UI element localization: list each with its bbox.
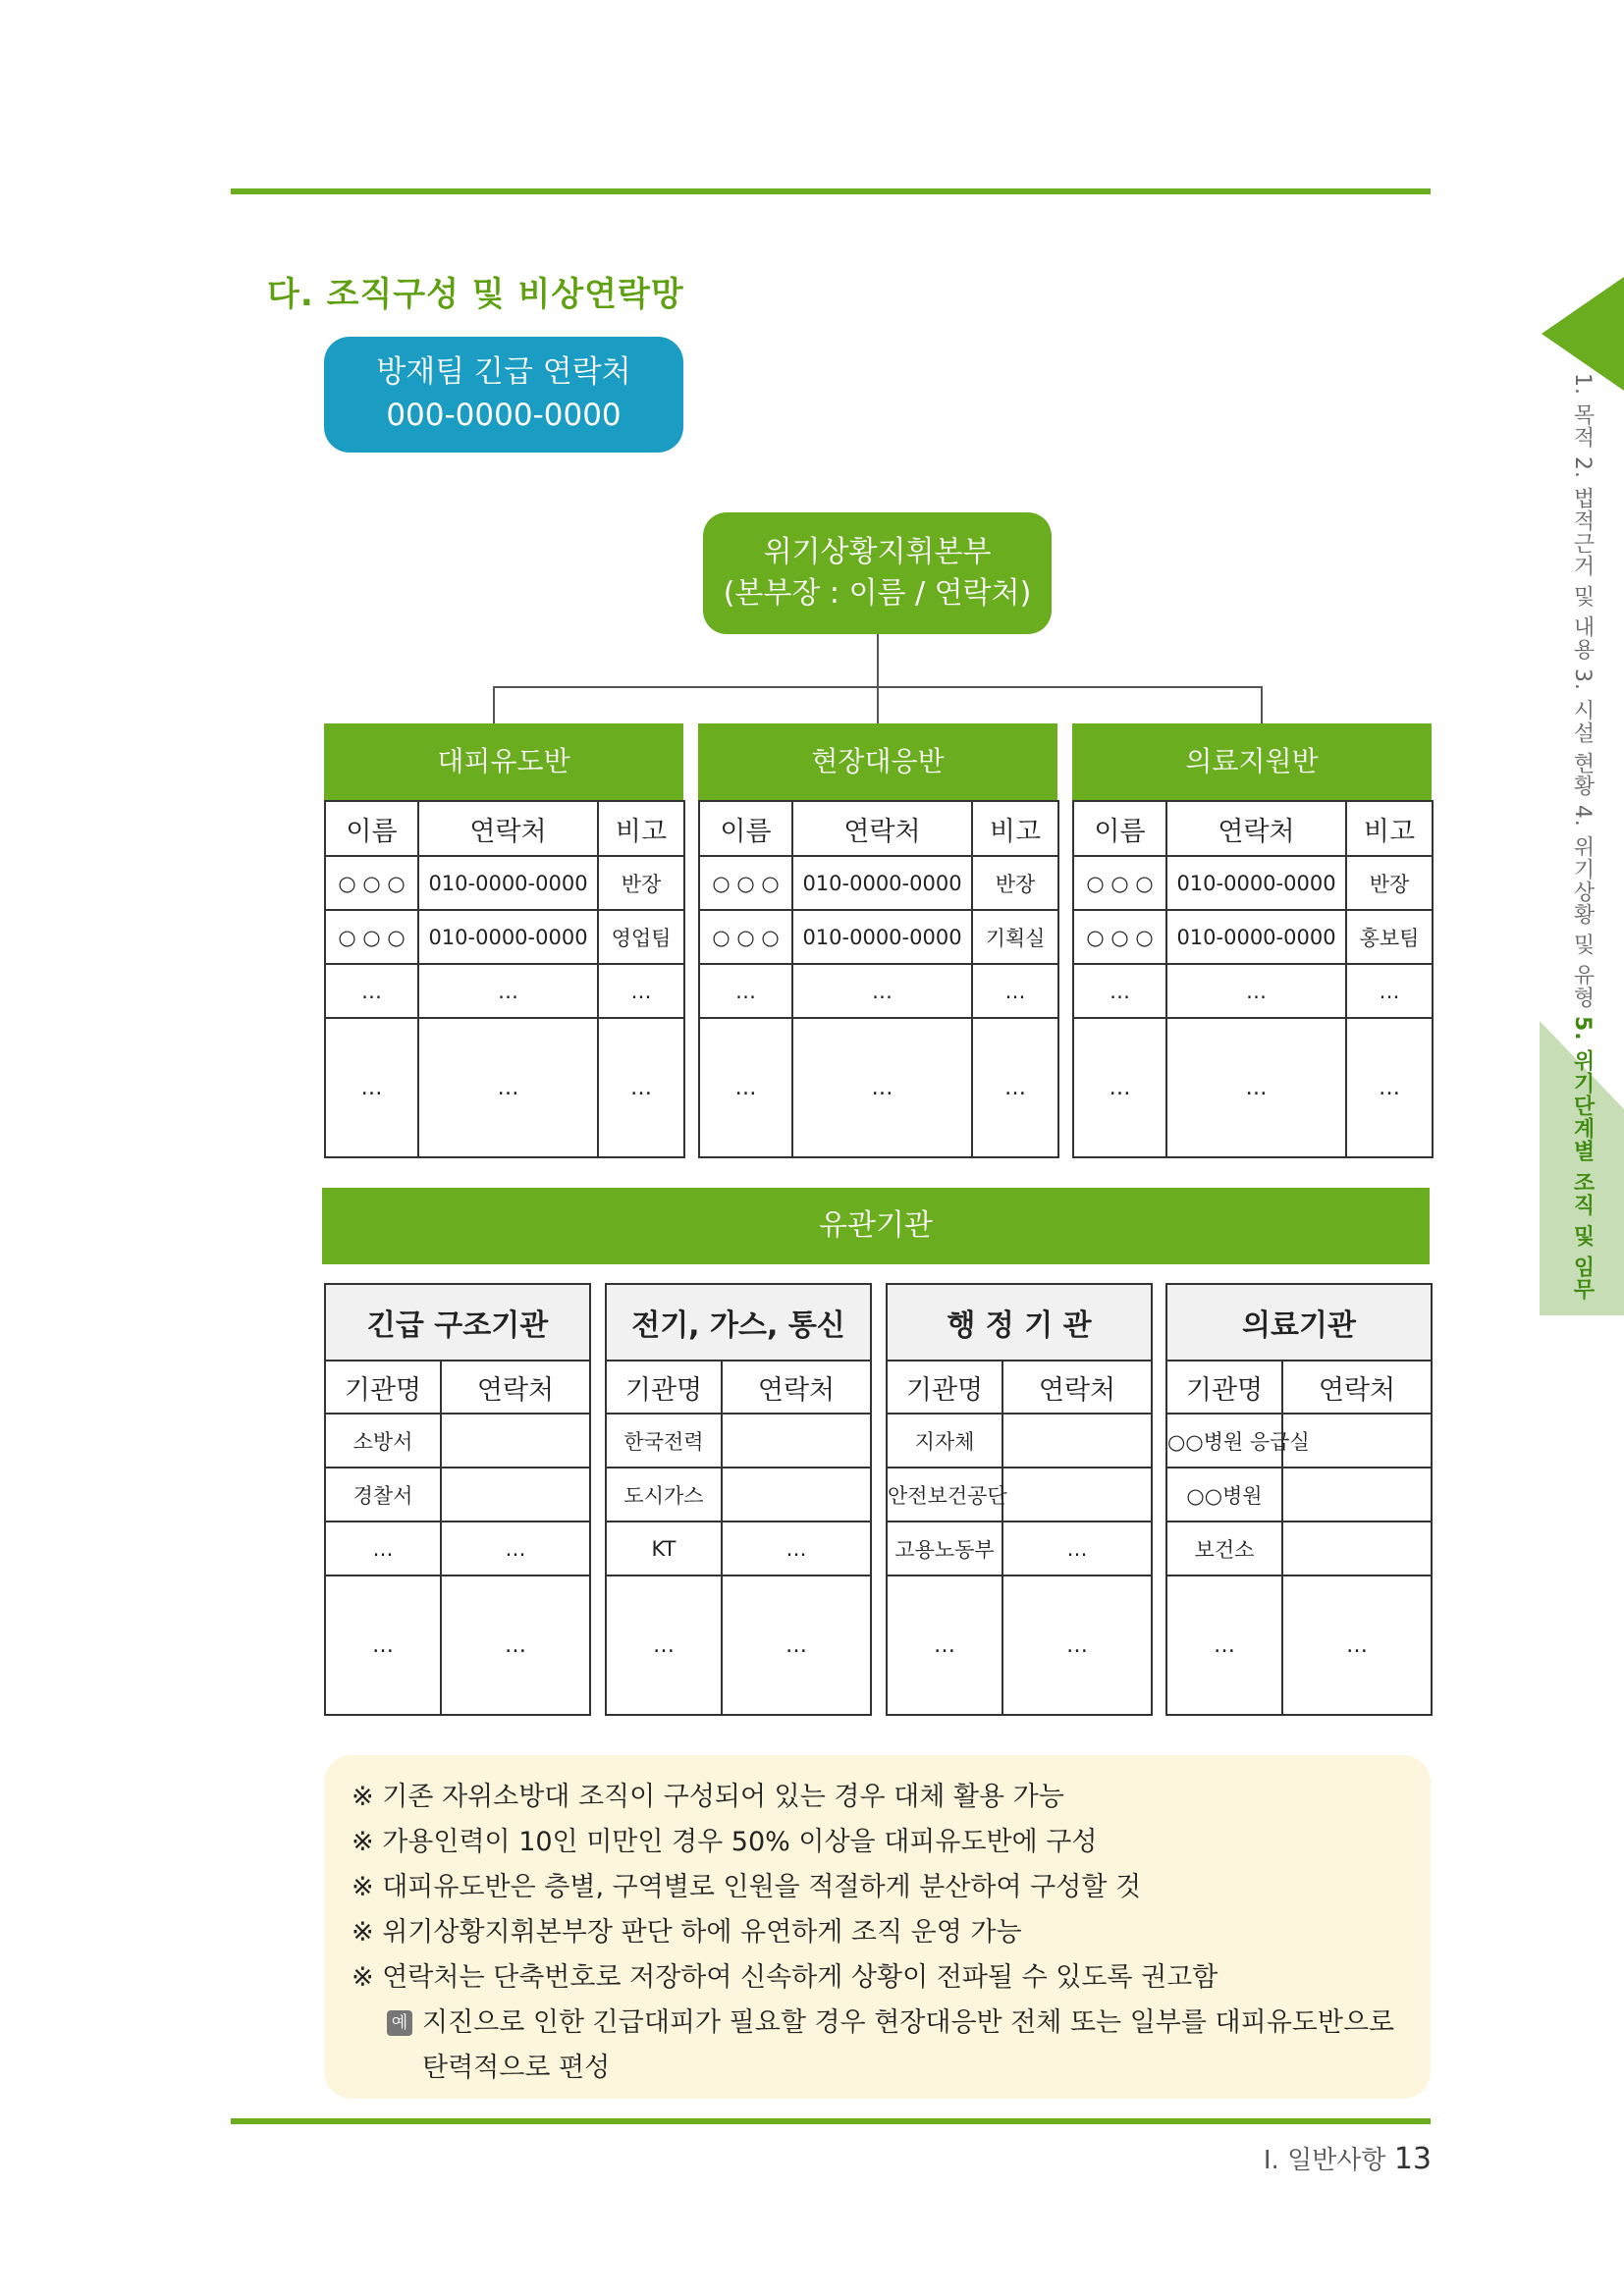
col-header-org-contact: 연락처 [1282, 1361, 1432, 1414]
table-cell: … [325, 1018, 418, 1157]
table-cell [1282, 1468, 1432, 1522]
table-cell: … [887, 1575, 1002, 1715]
col-header-org-contact: 연락처 [722, 1361, 871, 1414]
table-row [1073, 856, 1433, 910]
table-cell: … [792, 964, 972, 1018]
col-header-org-name: 기관명 [606, 1361, 722, 1414]
org-grid [605, 1283, 872, 1716]
section-title: 다. 조직구성 및 비상연락망 [267, 275, 684, 314]
connector-left [493, 686, 495, 723]
col-header-org-name: 기관명 [887, 1361, 1002, 1414]
table-cell: … [418, 964, 598, 1018]
table-cell: … [325, 1575, 441, 1715]
table-cell: … [606, 1575, 722, 1715]
table-cell: 안전보건공단 [887, 1468, 1002, 1522]
col-header-org-contact: 연락처 [441, 1361, 590, 1414]
table-cell: … [598, 964, 684, 1018]
table-cell: 반장 [972, 856, 1058, 910]
team-title: 의료지원반 [1072, 723, 1432, 800]
table-cell: … [722, 1522, 871, 1575]
table-cell: … [325, 964, 418, 1018]
col-header-note: 비고 [1346, 801, 1433, 856]
team-table [1072, 723, 1432, 1158]
table-cell: KT [606, 1522, 722, 1575]
note-4: ※ 위기상황지휘본부장 판단 하에 유연하게 조직 운영 가능 [352, 1917, 1022, 1948]
table-row [1166, 1522, 1432, 1575]
table-row [1166, 1575, 1432, 1715]
table-row [606, 1522, 871, 1575]
table-cell [441, 1468, 590, 1522]
table-cell: … [1166, 1575, 1282, 1715]
table-row [1073, 964, 1433, 1018]
table-cell [1002, 1414, 1152, 1468]
table-row [325, 1414, 590, 1468]
table-row [887, 1522, 1152, 1575]
org-table [324, 1283, 589, 1716]
table-row [325, 1575, 590, 1715]
table-cell: 010-0000-0000 [792, 910, 972, 964]
table-cell [441, 1414, 590, 1468]
table-cell: … [441, 1522, 590, 1575]
team-grid [324, 800, 685, 1158]
note-2: ※ 가용인력이 10인 미만인 경우 50% 이상을 대피유도반에 구성 [352, 1827, 1098, 1857]
table-cell: 소방서 [325, 1414, 441, 1468]
table-cell: 도시가스 [606, 1468, 722, 1522]
table-row [887, 1575, 1152, 1715]
org-category-title: 긴급 구조기관 [325, 1284, 590, 1361]
team-grid [1072, 800, 1434, 1158]
table-cell: … [792, 1018, 972, 1157]
table-row [699, 964, 1058, 1018]
table-row [325, 856, 684, 910]
org-grid [886, 1283, 1153, 1716]
table-cell: ○ ○ ○ [1073, 910, 1166, 964]
table-cell: 홍보팀 [1346, 910, 1433, 964]
connector-right [1261, 686, 1263, 723]
table-cell: ○ ○ ○ [325, 910, 418, 964]
table-cell: ○ ○ ○ [699, 910, 792, 964]
table-cell: ○ ○ ○ [699, 856, 792, 910]
table-cell [722, 1414, 871, 1468]
table-cell: … [325, 1522, 441, 1575]
table-cell [1282, 1522, 1432, 1575]
example-text: 지진으로 인한 긴급대피가 필요할 경우 현장대응반 전체 또는 일부를 대피유도반으로 탄력적으로 편성 [422, 2007, 1395, 2083]
table-cell: … [441, 1575, 590, 1715]
table-row [1073, 1018, 1433, 1157]
page-number: 13 [1393, 2142, 1432, 2176]
col-header-name: 이름 [1073, 801, 1166, 856]
table-row [606, 1468, 871, 1522]
col-header-name: 이름 [325, 801, 418, 856]
col-header-org-name: 기관명 [1166, 1361, 1282, 1414]
col-header-org-name: 기관명 [325, 1361, 441, 1414]
table-cell: … [1346, 1018, 1433, 1157]
table-cell: 010-0000-0000 [792, 856, 972, 910]
table-row [887, 1414, 1152, 1468]
note-3: ※ 대피유도반은 층별, 구역별로 인원을 적절하게 분산하여 구성할 것 [352, 1872, 1142, 1902]
table-cell: 반장 [1346, 856, 1433, 910]
table-cell [722, 1468, 871, 1522]
command-hq-box [703, 512, 1052, 634]
table-cell: 보건소 [1166, 1522, 1282, 1575]
table-cell: 경찰서 [325, 1468, 441, 1522]
team-title: 대피유도반 [324, 723, 683, 800]
org-grid [324, 1283, 591, 1716]
table-row [325, 1522, 590, 1575]
table-cell: 영업팀 [598, 910, 684, 964]
bottom-rule [231, 2118, 1431, 2124]
table-cell: 지자체 [887, 1414, 1002, 1468]
table-row [325, 964, 684, 1018]
table-cell: … [598, 1018, 684, 1157]
table-cell: 고용노동부 [887, 1522, 1002, 1575]
table-cell: … [1346, 964, 1433, 1018]
table-cell: … [1073, 964, 1166, 1018]
table-cell: … [972, 964, 1058, 1018]
team-table [698, 723, 1057, 1158]
table-row [1073, 910, 1433, 964]
table-cell: … [1073, 1018, 1166, 1157]
col-header-contact: 연락처 [1166, 801, 1346, 856]
note-1: ※ 기존 자위소방대 조직이 구성되어 있는 경우 대체 활용 가능 [352, 1782, 1064, 1812]
team-table [324, 723, 683, 1158]
table-cell: … [972, 1018, 1058, 1157]
example-badge: 예 [387, 2010, 412, 2036]
hq-title: 위기상황지휘본부 [763, 535, 992, 569]
table-cell: 한국전력 [606, 1414, 722, 1468]
col-header-contact: 연락처 [792, 801, 972, 856]
emergency-contact-number: 000-0000-0000 [386, 398, 622, 433]
table-row [699, 1018, 1058, 1157]
table-cell: … [1166, 1018, 1346, 1157]
note-5: ※ 연락처는 단축번호로 저장하여 신속하게 상황이 전파될 수 있도록 권고함 [352, 1962, 1218, 1993]
col-header-contact: 연락처 [418, 801, 598, 856]
table-cell: … [1002, 1522, 1152, 1575]
table-row [887, 1468, 1152, 1522]
related-orgs-header: 유관기관 [322, 1188, 1430, 1264]
team-title: 현장대응반 [698, 723, 1057, 800]
notes-box [324, 1755, 1431, 2099]
col-header-org-contact: 연락처 [1002, 1361, 1152, 1414]
org-table [605, 1283, 870, 1716]
table-cell: 기획실 [972, 910, 1058, 964]
example-note [352, 2001, 1407, 2091]
table-row [325, 1468, 590, 1522]
emergency-contact-box [324, 337, 683, 453]
table-cell: 010-0000-0000 [418, 856, 598, 910]
table-cell: … [1282, 1575, 1432, 1715]
table-row [325, 1018, 684, 1157]
table-cell: 010-0000-0000 [1166, 856, 1346, 910]
table-cell: … [418, 1018, 598, 1157]
table-row [325, 910, 684, 964]
table-cell: … [722, 1575, 871, 1715]
table-cell: … [1002, 1575, 1152, 1715]
team-grid [698, 800, 1059, 1158]
table-row [699, 910, 1058, 964]
side-nav-active-item[interactable]: 5. 위기단계별 조직 및 임무 [1570, 1016, 1595, 1302]
table-cell: ○○병원 응급실 [1166, 1414, 1282, 1468]
table-row [1166, 1414, 1432, 1468]
hq-subtitle: (본부장 : 이름 / 연락처) [723, 576, 1032, 611]
side-nav-items[interactable]: 1. 목적 2. 법적근거 및 내용 3. 시설 현황 4. 위기상황 및 유형 [1570, 373, 1595, 1009]
table-cell [1002, 1468, 1152, 1522]
table-row [606, 1575, 871, 1715]
col-header-note: 비고 [972, 801, 1058, 856]
table-cell: ○ ○ ○ [325, 856, 418, 910]
org-category-title: 전기, 가스, 통신 [606, 1284, 871, 1361]
connector-vertical-hq [877, 634, 879, 686]
col-header-note: 비고 [598, 801, 684, 856]
table-cell: … [1166, 964, 1346, 1018]
table-cell: … [699, 964, 792, 1018]
table-row [699, 856, 1058, 910]
table-cell: ○○병원 [1166, 1468, 1282, 1522]
connector-center [877, 686, 879, 723]
table-row [1166, 1468, 1432, 1522]
table-row [606, 1414, 871, 1468]
footer-chapter: Ⅰ. 일반사항 [1263, 2146, 1386, 2175]
org-category-title: 의료기관 [1166, 1284, 1432, 1361]
org-table [1165, 1283, 1431, 1716]
emergency-contact-label: 방재팀 긴급 연락처 [376, 354, 631, 390]
table-cell: 010-0000-0000 [418, 910, 598, 964]
org-category-title: 행 정 기 관 [887, 1284, 1152, 1361]
table-cell: … [699, 1018, 792, 1157]
top-rule [231, 188, 1431, 194]
table-cell: 반장 [598, 856, 684, 910]
org-grid [1165, 1283, 1433, 1716]
table-cell: 010-0000-0000 [1166, 910, 1346, 964]
col-header-name: 이름 [699, 801, 792, 856]
table-cell: ○ ○ ○ [1073, 856, 1166, 910]
page-footer [1264, 2140, 1432, 2176]
org-table [886, 1283, 1151, 1716]
